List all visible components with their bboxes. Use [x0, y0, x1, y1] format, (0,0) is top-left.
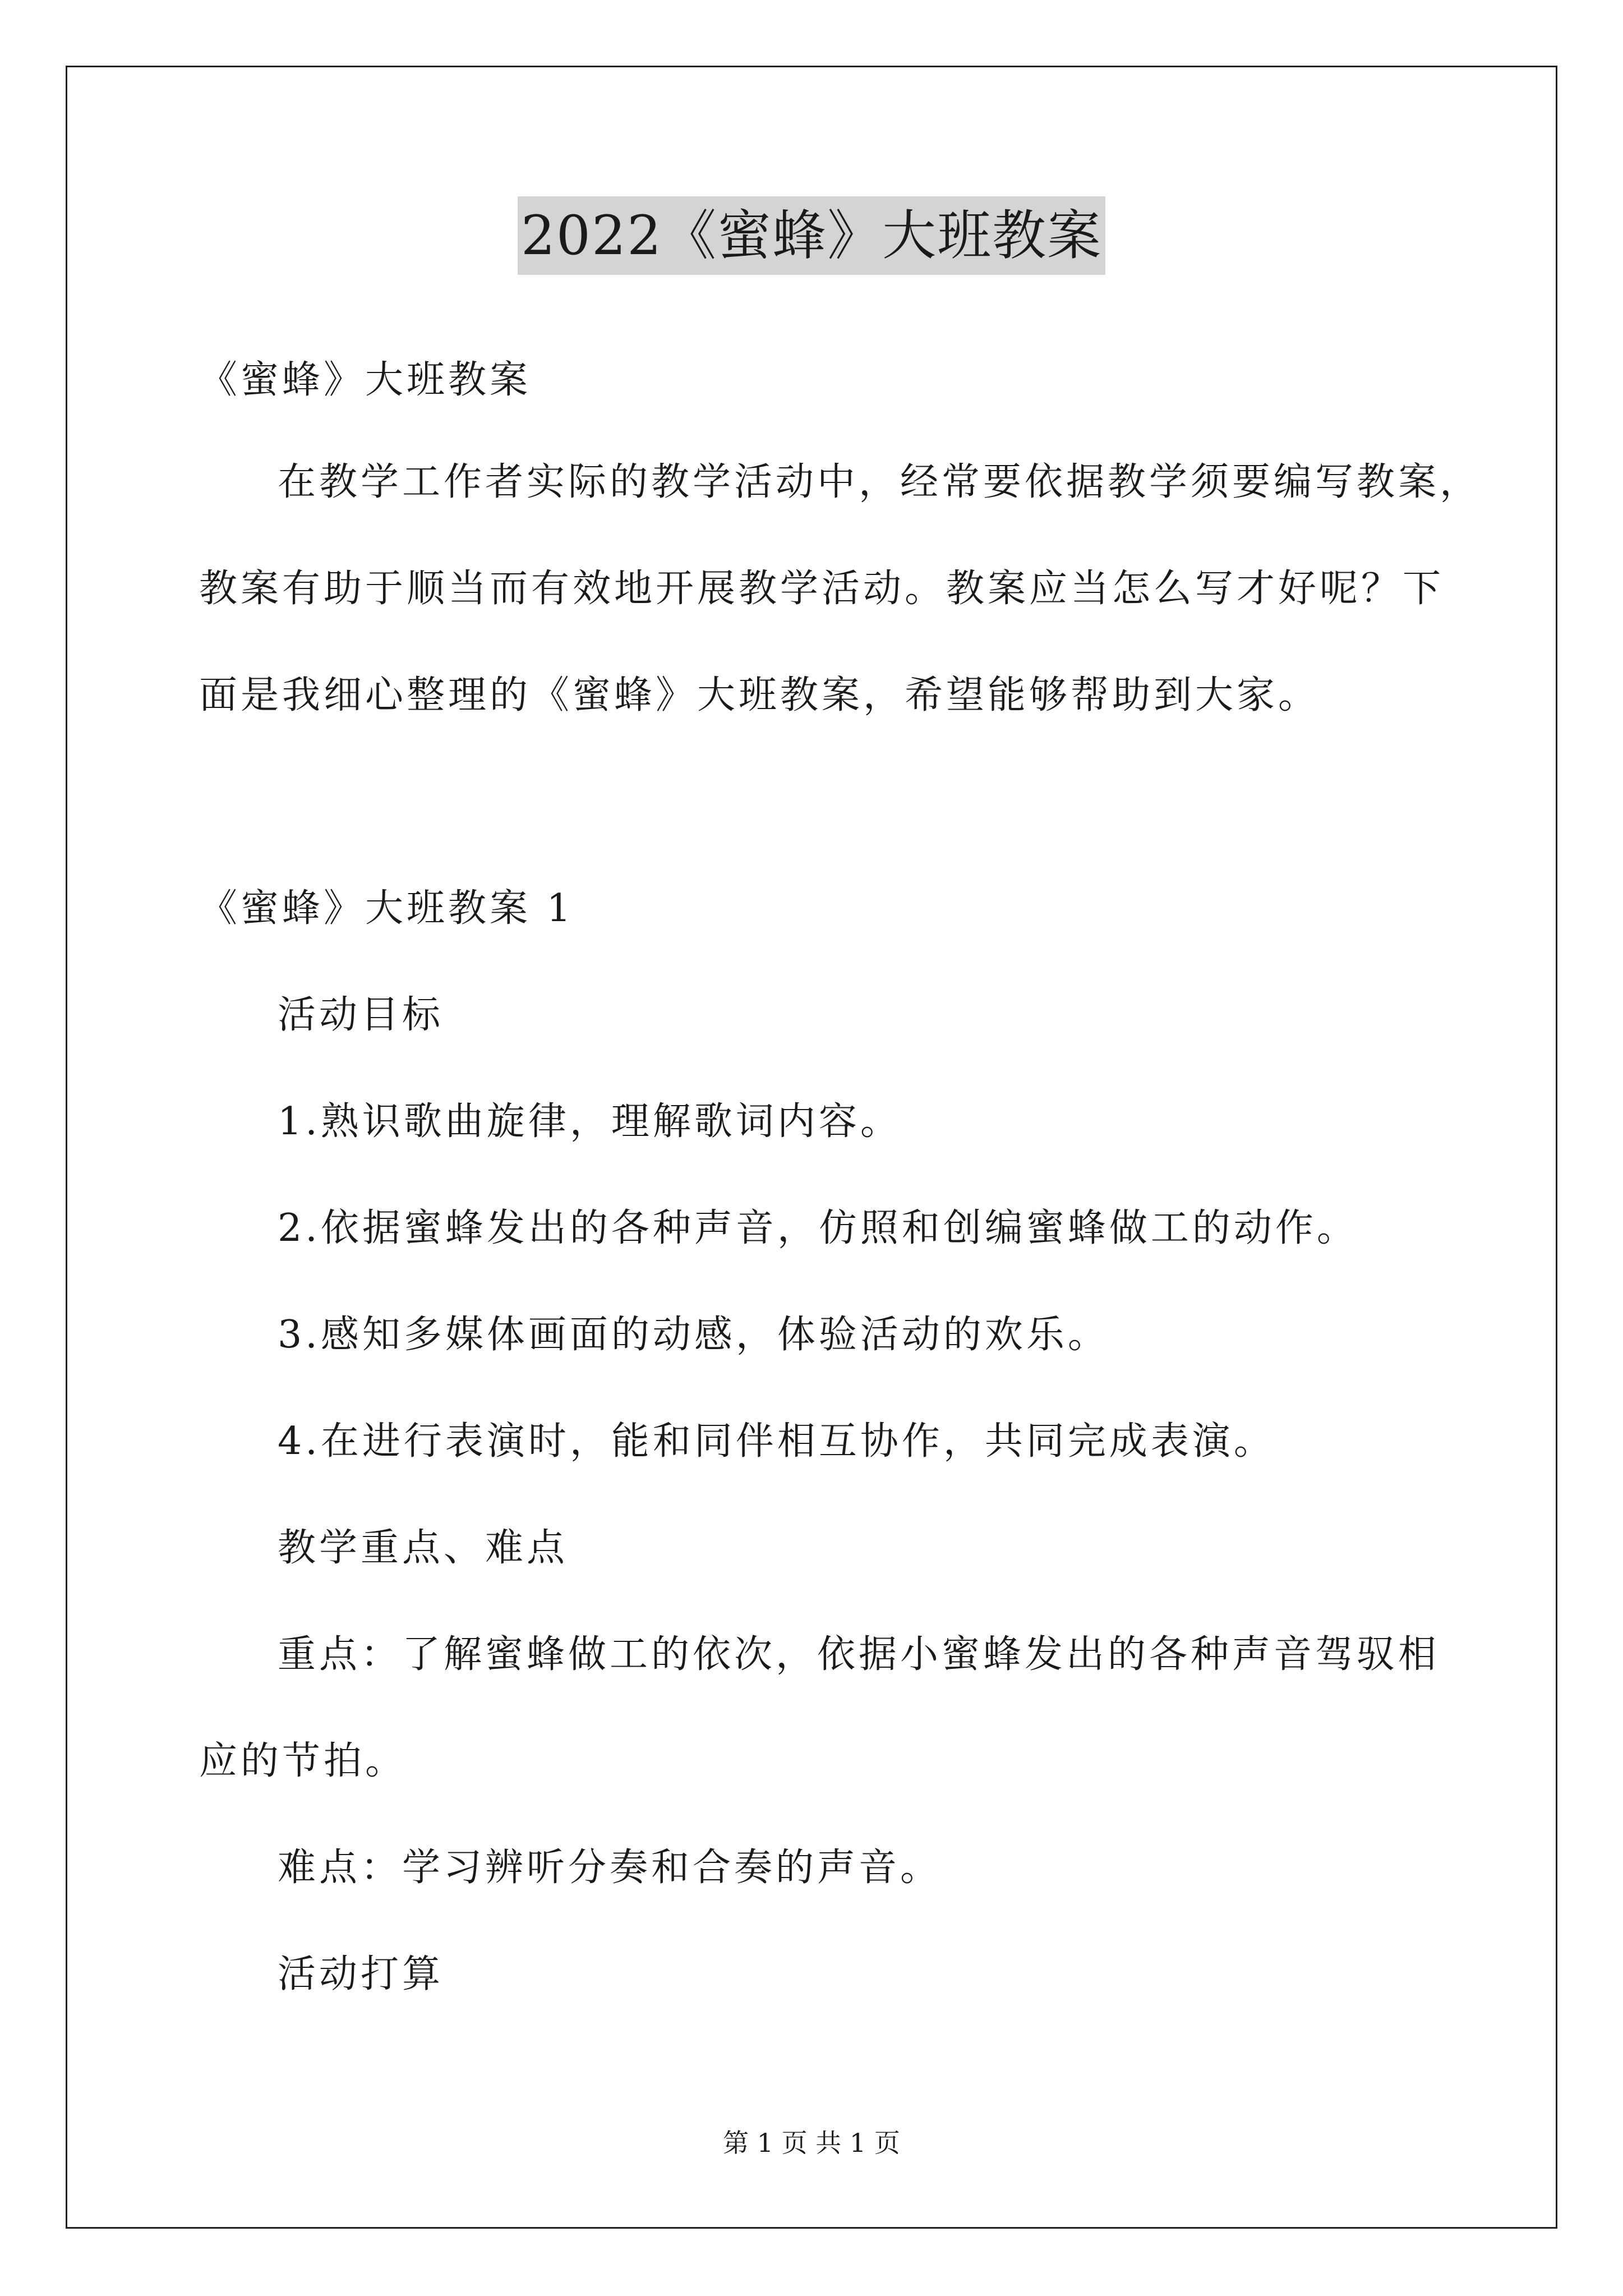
document-title-text: 2022《蜜蜂》大班教案 — [518, 196, 1105, 275]
document-title — [0, 196, 1623, 275]
key-point-line-2: 应的节拍。 — [199, 1739, 407, 1783]
prep-heading: 活动打算 — [278, 1952, 444, 1996]
document-subtitle: 《蜜蜂》大班教案 — [199, 358, 532, 402]
difficulty-line: 难点：学习辨听分奏和合奏的声音。 — [278, 1846, 942, 1890]
goal-item-3: 3.感知多媒体画面的动感，体验活动的欢乐。 — [278, 1313, 1109, 1357]
goals-heading: 活动目标 — [278, 993, 444, 1037]
goal-item-4: 4.在进行表演时，能和同伴相互协作，共同完成表演。 — [278, 1419, 1275, 1464]
intro-line-1: 在教学工作者实际的教学活动中，经常要依据教学须要编写教案， — [278, 460, 1482, 504]
key-point-line-1: 重点：了解蜜蜂做工的依次，依据小蜜蜂发出的各种声音驾驭相 — [278, 1632, 1440, 1677]
goal-item-1: 1.熟识歌曲旋律，理解歌词内容。 — [278, 1099, 902, 1144]
key-heading: 教学重点、难点 — [278, 1526, 569, 1570]
section-title: 《蜜蜂》大班教案 1 — [199, 886, 574, 931]
page-footer: 第 1 页 共 1 页 — [723, 2128, 900, 2158]
intro-line-3: 面是我细心整理的《蜜蜂》大班教案，希望能够帮助到大家。 — [199, 673, 1320, 717]
goal-item-2: 2.依据蜜蜂发出的各种声音，仿照和创编蜜蜂做工的动作。 — [278, 1206, 1358, 1250]
intro-line-2: 教案有助于顺当而有效地开展教学活动。教案应当怎么写才好呢？下 — [199, 567, 1445, 611]
